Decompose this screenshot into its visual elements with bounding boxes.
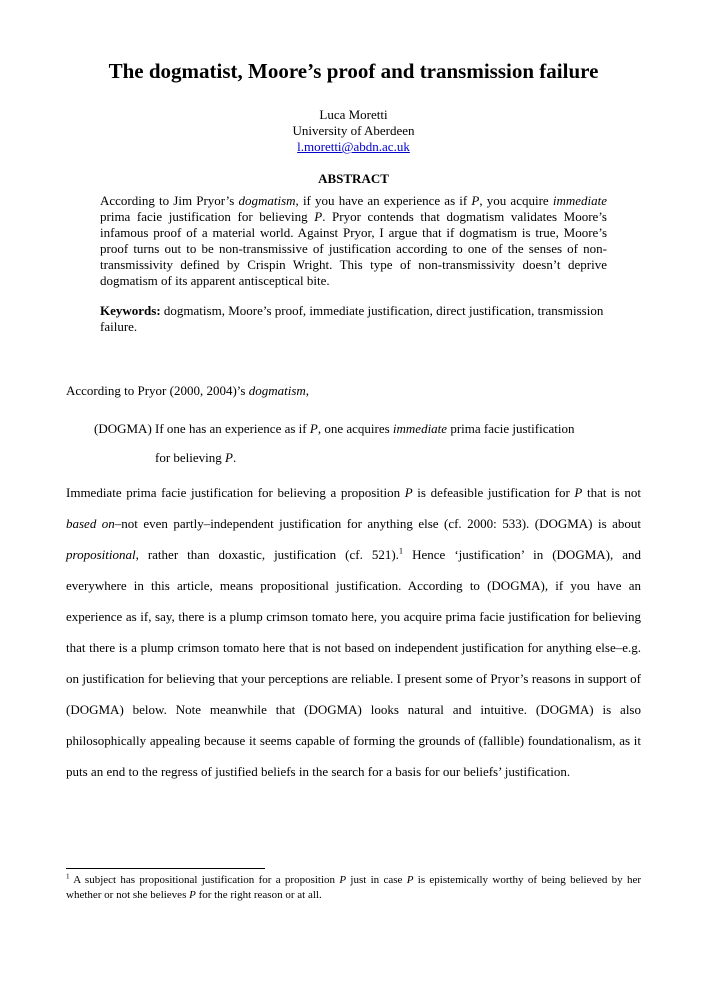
dogma-block xyxy=(66,414,641,472)
author-email-link[interactable]: l.moretti@abdn.ac.uk xyxy=(297,139,410,154)
author-affiliation: University of Aberdeen xyxy=(292,123,415,138)
page-title: The dogmatist, Moore’s proof and transmission failure xyxy=(108,59,599,83)
footnote-area xyxy=(66,868,641,902)
dogma-principle-line2: for believing P. xyxy=(155,450,237,465)
abstract-text: According to Jim Pryor’s dogmatism, if you have an experience as if P, you acquire immediate prima facie justification for believing P. Pryor contends that dogmatism validates Moore’s infamous proof of a material world. Against Pryor, I argue that if dogmatism is true, Moore’s proof turns out to be non-transmissive of justification according to one of the senses of non-transmissivity defined by Crispin Wright. This type of non-transmissivity doesn’t deprive dogmatism of its apparent antisceptical bite. xyxy=(100,193,608,288)
body-main-paragraph: Immediate prima facie justification for believing a proposition P is defeasible justification for P that is not based on–not even partly–independent justification for anything else (cf. 2000: 533). (DOGMA) is about propositional, rather than doxastic, justification (cf. 521).$^1$ Hence ‘justification’ in (DOGMA), and everywhere in this article, means propositional justification. According to (DOGMA), if you have an experience as if, say, there is a plump crimson tomato here, you acquire prima facie justification for believing that there is a plump crimson tomato here that is not based on independent justification for anything else–e.g. on justification for believing that your perceptions are reliable. I present some of Pryor’s reasons in support of (DOGMA) below. Note meanwhile that (DOGMA) looks natural and intuitive. (DOGMA) is also philosophically appealing because it seems capable of forming the grounds of (fallible) foundationalism, as it puts an end to the regress of justified beliefs in the search for a basis for our beliefs’ justification. xyxy=(66,485,641,779)
author-block xyxy=(66,107,641,155)
author-name: Luca Moretti xyxy=(319,107,388,122)
author-email-line xyxy=(66,139,641,155)
footnote-separator-rule xyxy=(66,868,265,869)
dogma-principle-line1: (DOGMA) If one has an experience as if P, one acquires immediate prima facie justification xyxy=(94,421,575,436)
keywords: Keywords: dogmatism, Moore’s proof, immediate justification, direct justification, transmission failure. xyxy=(100,303,604,334)
footnote-text: $^1$ A subject has propositional justification for a proposition P just in case P is epistemically worthy of being believed by her whether or not she believes P for the right reason or at all. xyxy=(66,872,641,901)
body-intro-paragraph: According to Pryor (2000, 2004)’s dogmatism, xyxy=(66,383,310,398)
abstract-heading: ABSTRACT xyxy=(318,171,389,186)
